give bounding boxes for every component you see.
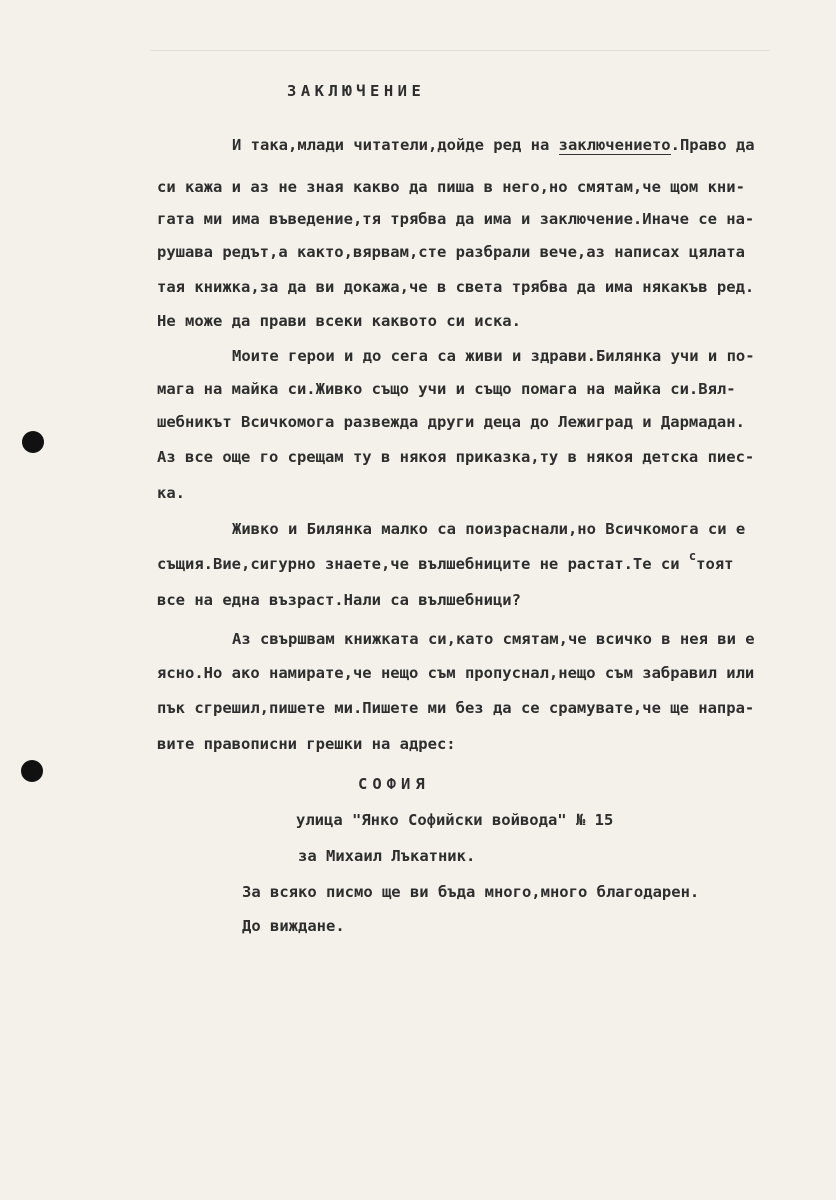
paragraph-3-line-1: Живко и Билянка малко са поизраснали,но Всичкомога си е — [232, 520, 746, 538]
punch-hole-lower — [21, 760, 43, 782]
paragraph-3-text-end: тоят — [696, 555, 734, 573]
paragraph-2-line-3: шебникът Всичкомога развежда други деца до Лежиград и Дармадан. — [157, 413, 745, 431]
paper-fold-line — [150, 50, 770, 51]
paragraph-4-line-2: ясно.Но ако намирате,че нещо съм пропуснал,нещо съм забравил или — [157, 664, 755, 682]
address-street: улица "Янко Софийски войвода" № 15 — [296, 811, 614, 829]
address-city: СОФИЯ — [358, 775, 430, 793]
paragraph-1-line-5: тая книжка,за да ви докажа,че в света трябва да има някакъв ред. — [157, 278, 755, 296]
paragraph-1-line-1 — [232, 138, 755, 154]
paragraph-2-line-4: Аз все още го срещам ту в някоя приказка,ту в някоя детска пиес- — [157, 448, 755, 466]
paragraph-1-line-2: си кажа и аз не зная какво да пиша в него,но смятам,че щом кни- — [157, 178, 745, 196]
paragraph-1-text-start: И така,млади читатели,дойде ред на — [232, 136, 559, 154]
paragraph-4-line-1: Аз свършвам книжката си,като смятам,че всичко в нея ви е — [232, 630, 755, 648]
closing-goodbye: До виждане. — [242, 917, 345, 935]
paragraph-3-line-2 — [157, 549, 734, 573]
paragraph-2-line-5: ка. — [157, 484, 185, 502]
paragraph-1-line-6: Не може да прави всеки каквото си иска. — [157, 312, 521, 330]
underlined-word: заключението — [558, 136, 671, 154]
paragraph-4-line-4: вите правописни грешки на адрес: — [157, 735, 456, 753]
document-title: ЗАКЛЮЧЕНИЕ — [287, 82, 426, 100]
paragraph-1-text-end: .Право да — [670, 136, 755, 154]
paragraph-3-line-3: все на една възраст.Нали са вълшебници? — [157, 591, 521, 609]
paragraph-3-text-start: същия.Вие,сигурно знаете,че вълшебниците не растат.Те си — [157, 555, 689, 573]
paragraph-1-line-4: рушава редът,а както,вярвам,сте разбрали вече,аз написах цялата — [157, 243, 745, 261]
closing-thanks: За всяко писмо ще ви бъда много,много благодарен. — [242, 883, 700, 901]
paragraph-4-line-3: пък сгрешил,пишете ми.Пишете ми без да се срамувате,че ще напра- — [157, 699, 755, 717]
paragraph-2-line-2: мага на майка си.Живко също учи и също помага на майка си.Вял- — [157, 380, 736, 398]
handwritten-correction: с — [688, 549, 697, 563]
paragraph-1-line-3: гата ми има въведение,тя трябва да има и заключение.Иначе се на- — [157, 210, 755, 228]
address-recipient: за Михаил Лъкатник. — [298, 847, 476, 865]
paragraph-2-line-1: Моите герои и до сега са живи и здрави.Билянка учи и по- — [232, 347, 755, 365]
punch-hole-upper — [22, 431, 44, 453]
